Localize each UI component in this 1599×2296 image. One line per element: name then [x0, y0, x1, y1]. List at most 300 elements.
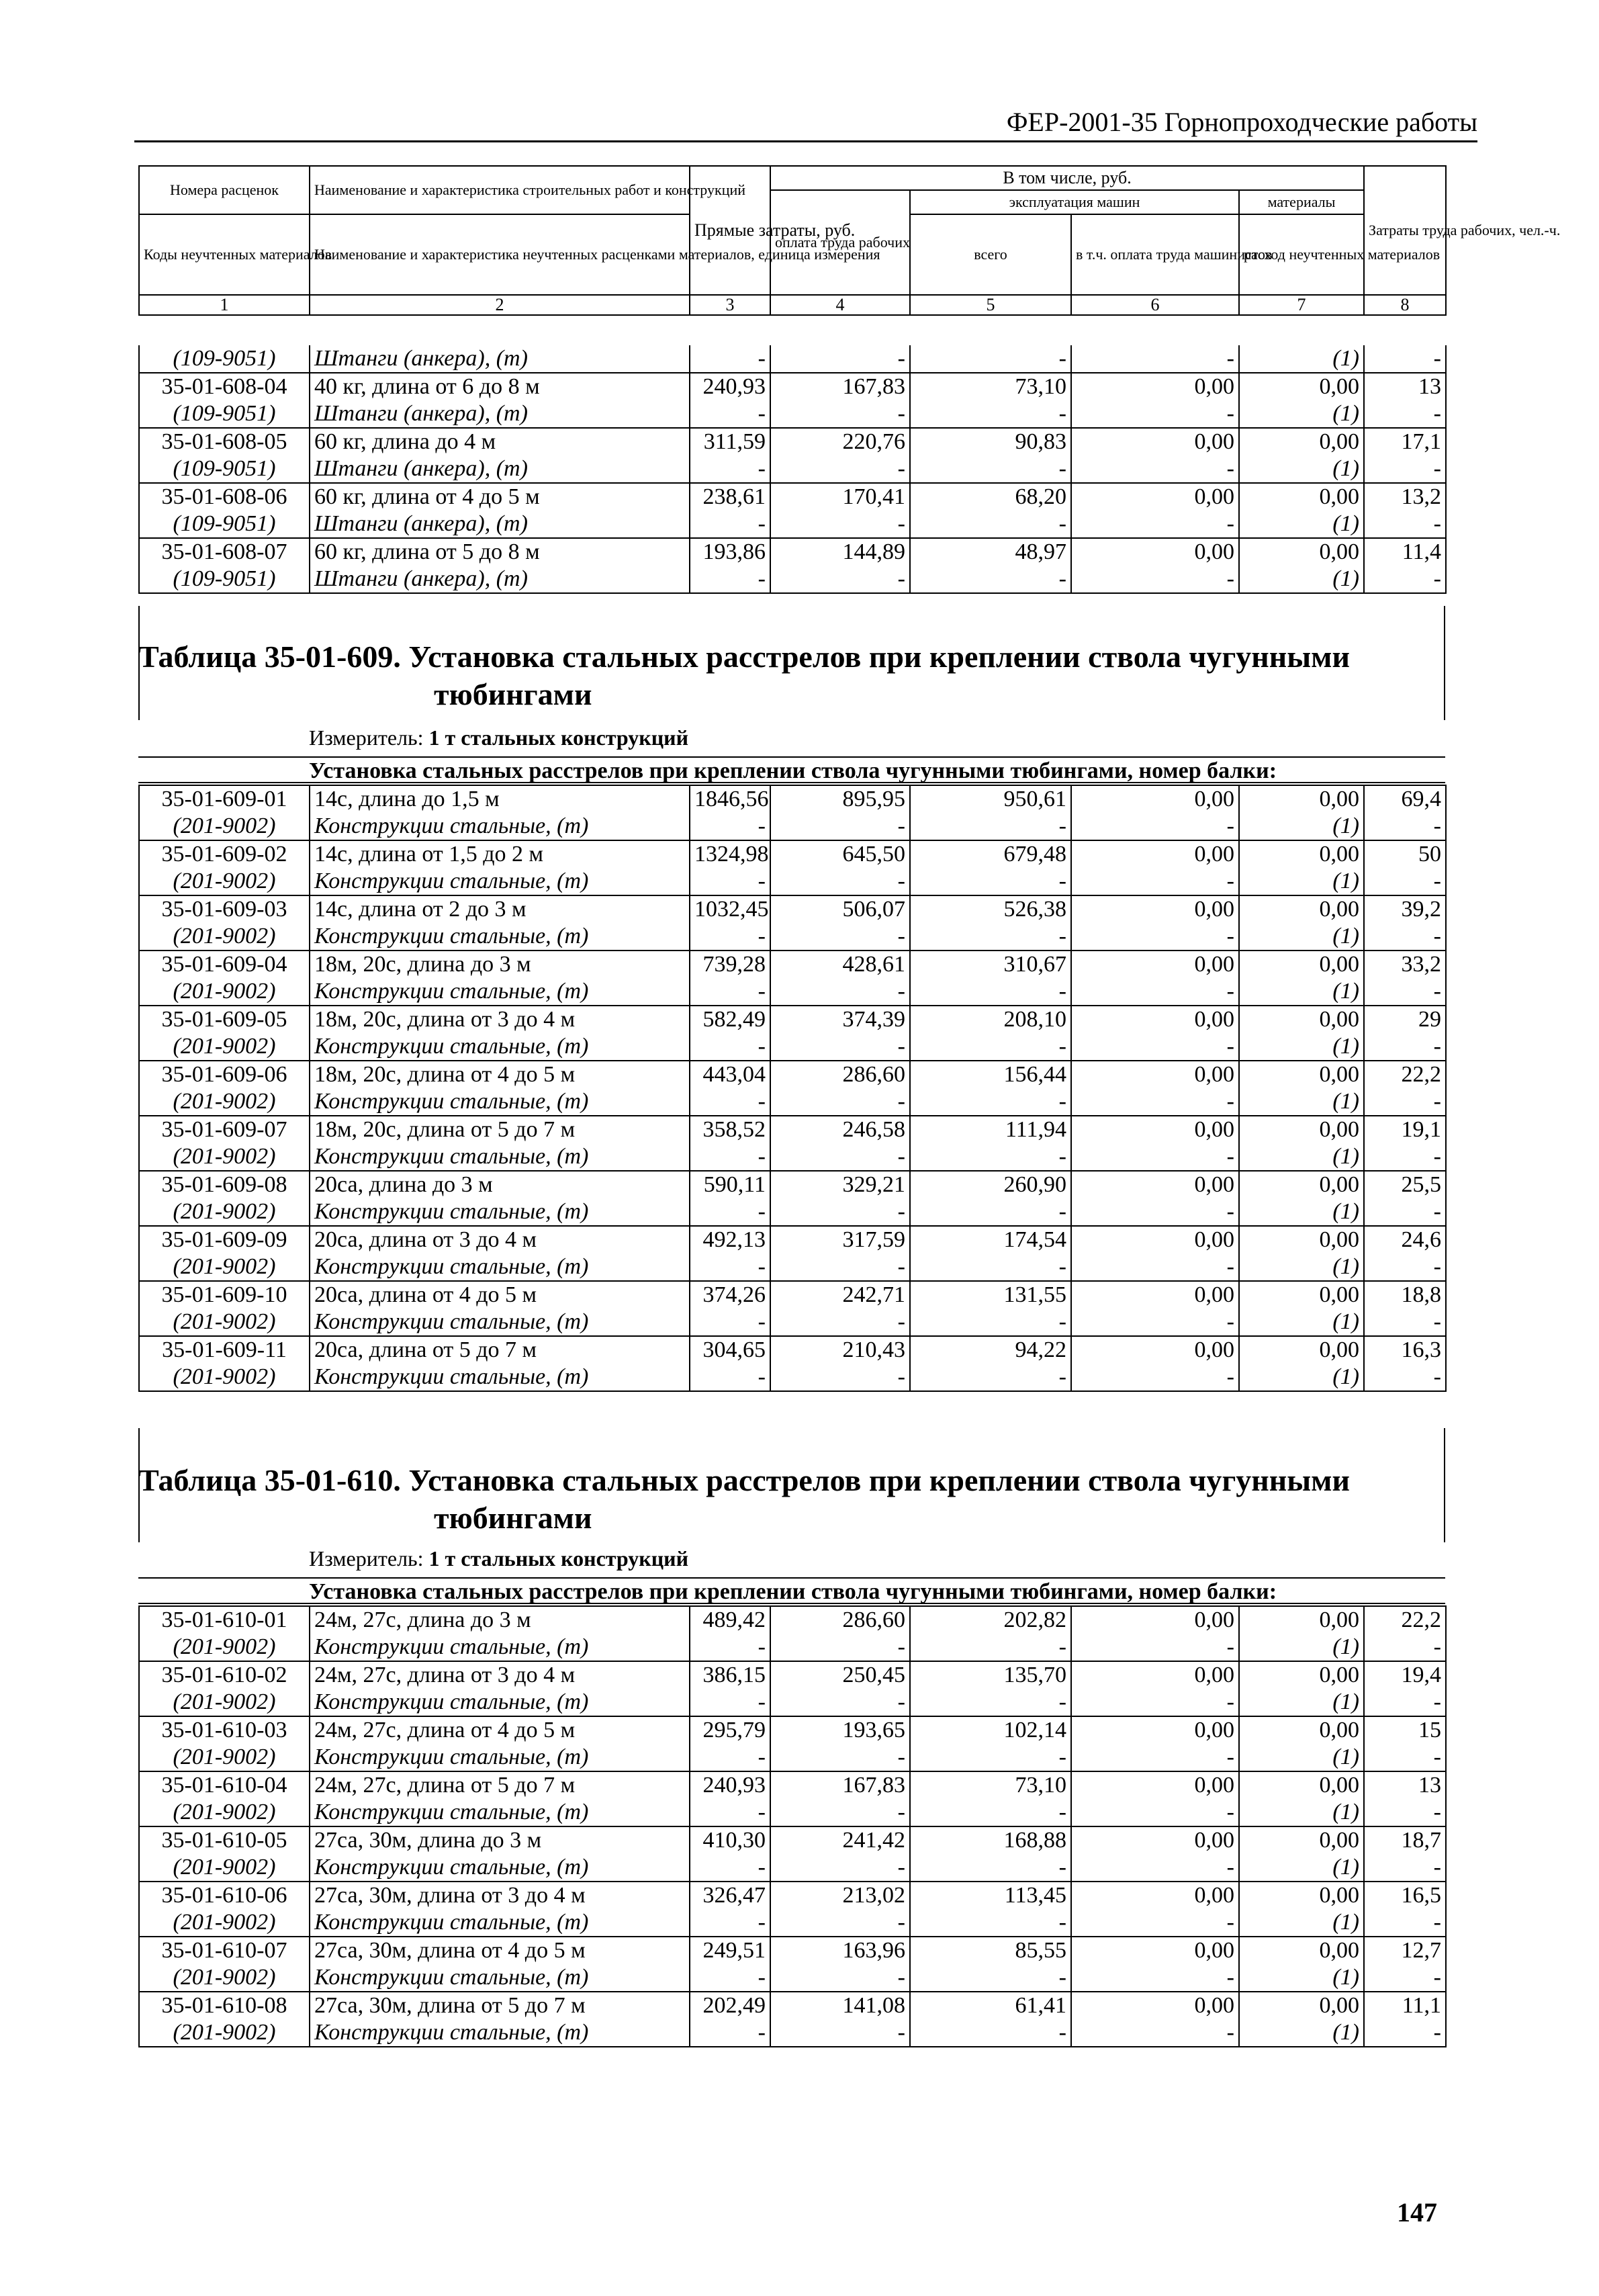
value-cell: -	[770, 923, 910, 951]
value-cell: 645,50	[770, 840, 910, 868]
value-cell: -	[910, 1253, 1071, 1281]
value-cell: -	[770, 566, 910, 593]
rate-row	[139, 373, 1446, 400]
rate-row	[139, 1226, 1446, 1253]
value-cell: 0,00	[1239, 785, 1364, 813]
material-code: (201-9002)	[139, 1364, 310, 1391]
value-cell: 260,90	[910, 1171, 1071, 1198]
material-row	[139, 566, 1446, 593]
value-cell: 0,00	[1071, 1061, 1239, 1088]
value-cell: -	[910, 1744, 1071, 1771]
value-cell: 0,00	[1239, 1882, 1364, 1909]
value-cell: -	[1364, 978, 1446, 1006]
material-row	[139, 1364, 1446, 1391]
value-cell: -	[1071, 511, 1239, 538]
material-name: Конструкции стальные, (т)	[310, 1964, 690, 1992]
value-cell: 679,48	[910, 840, 1071, 868]
value-cell: -	[1071, 1364, 1239, 1391]
rate-code: 35-01-610-07	[139, 1937, 310, 1964]
value-cell: 374,26	[690, 1281, 770, 1309]
column-number-row: 1 2 3 4 5 6 7 8	[139, 295, 1446, 315]
value-cell: 15	[1364, 1716, 1446, 1744]
value-cell: 0,00	[1071, 1992, 1239, 2019]
value-cell: -	[1071, 1253, 1239, 1281]
value-cell: 0,00	[1071, 1281, 1239, 1309]
rate-row	[139, 1281, 1446, 1309]
work-name: 18м, 20с, длина до 3 м	[310, 951, 690, 978]
value-cell: 489,42	[690, 1606, 770, 1634]
material-row	[139, 2019, 1446, 2047]
value-cell: 170,41	[770, 483, 910, 511]
value-cell: -	[1071, 1799, 1239, 1826]
value-cell: 16,3	[1364, 1336, 1446, 1364]
value-cell: (1)	[1239, 1033, 1364, 1061]
value-cell: (1)	[1239, 978, 1364, 1006]
value-cell: 0,00	[1239, 428, 1364, 455]
rate-code: 35-01-610-04	[139, 1771, 310, 1799]
value-cell: -	[1364, 1253, 1446, 1281]
material-row	[139, 978, 1446, 1006]
value-cell: 0,00	[1239, 1716, 1364, 1744]
value-cell: -	[770, 978, 910, 1006]
value-cell: -	[690, 1309, 770, 1336]
material-name: Штанги (анкера), (т)	[310, 400, 690, 428]
value-cell: -	[770, 511, 910, 538]
table-610	[138, 1605, 1447, 2047]
value-cell: 111,94	[910, 1116, 1071, 1143]
value-cell: -	[910, 1364, 1071, 1391]
header-labor-costs: Затраты труда рабочих, чел.-ч.	[1364, 166, 1446, 295]
value-cell: -	[910, 1634, 1071, 1661]
value-cell: 0,00	[1239, 1006, 1364, 1033]
material-code: (109-9051)	[139, 455, 310, 483]
value-cell: -	[1364, 1143, 1446, 1171]
material-code: (201-9002)	[139, 1744, 310, 1771]
running-head: ФЕР-2001-35 Горнопроходческие работы	[134, 106, 1477, 142]
value-cell: 0,00	[1239, 1281, 1364, 1309]
value-cell: -	[1364, 813, 1446, 840]
value-cell: 11,1	[1364, 1992, 1446, 2019]
material-row	[139, 868, 1446, 895]
rate-code: 35-01-609-03	[139, 895, 310, 923]
value-cell: 0,00	[1071, 1937, 1239, 1964]
rate-code: 35-01-608-06	[139, 483, 310, 511]
value-cell: (1)	[1239, 1689, 1364, 1716]
value-cell: 242,71	[770, 1281, 910, 1309]
value-cell: -	[690, 511, 770, 538]
value-cell: 0,00	[1071, 951, 1239, 978]
rate-row	[139, 1006, 1446, 1033]
value-cell: -	[690, 345, 770, 373]
value-cell: 246,58	[770, 1116, 910, 1143]
material-row	[139, 1909, 1446, 1937]
value-cell: 0,00	[1239, 373, 1364, 400]
value-cell: -	[910, 923, 1071, 951]
table-609-title: Таблица 35-01-609. Установка стальных расстрелов при креплении ствола чугунными тюбингами	[138, 639, 1350, 711]
value-cell: (1)	[1239, 1143, 1364, 1171]
value-cell: 22,2	[1364, 1061, 1446, 1088]
value-cell: -	[1071, 978, 1239, 1006]
value-cell: 0,00	[1071, 785, 1239, 813]
header-machine-operation: эксплуатация машин	[910, 190, 1239, 214]
material-row	[139, 1964, 1446, 1992]
work-name: 14с, длина от 2 до 3 м	[310, 895, 690, 923]
table-609	[138, 785, 1447, 1392]
value-cell: -	[1364, 2019, 1446, 2047]
material-row	[139, 1198, 1446, 1226]
value-cell: -	[770, 868, 910, 895]
material-name: Конструкции стальные, (т)	[310, 2019, 690, 2047]
rate-code: 35-01-609-07	[139, 1116, 310, 1143]
value-cell: 310,67	[910, 951, 1071, 978]
header-materials: материалы	[1239, 190, 1364, 214]
value-cell: (1)	[1239, 868, 1364, 895]
value-cell: -	[1071, 400, 1239, 428]
value-cell: -	[1071, 1088, 1239, 1116]
value-cell: 69,4	[1364, 785, 1446, 813]
material-code: (201-9002)	[139, 1198, 310, 1226]
value-cell: 102,14	[910, 1716, 1071, 1744]
value-cell: (1)	[1239, 1253, 1364, 1281]
rate-code: 35-01-609-01	[139, 785, 310, 813]
value-cell: 213,02	[770, 1882, 910, 1909]
value-cell: -	[770, 1689, 910, 1716]
work-name: 60 кг, длина от 5 до 8 м	[310, 538, 690, 566]
value-cell: 0,00	[1239, 1116, 1364, 1143]
value-cell: 16,5	[1364, 1882, 1446, 1909]
material-name: Конструкции стальные, (т)	[310, 1744, 690, 1771]
material-row	[139, 400, 1446, 428]
work-name: 60 кг, длина до 4 м	[310, 428, 690, 455]
value-cell: 443,04	[690, 1061, 770, 1088]
material-row	[139, 1854, 1446, 1882]
value-cell: 141,08	[770, 1992, 910, 2019]
value-cell: -	[690, 923, 770, 951]
value-cell: -	[910, 2019, 1071, 2047]
value-cell: -	[910, 1854, 1071, 1882]
rate-row	[139, 1771, 1446, 1799]
material-name: Конструкции стальные, (т)	[310, 1143, 690, 1171]
rate-row	[139, 1937, 1446, 1964]
value-cell: 29	[1364, 1006, 1446, 1033]
value-cell: 0,00	[1071, 1606, 1239, 1634]
rate-code: 35-01-609-05	[139, 1006, 310, 1033]
value-cell: 167,83	[770, 1771, 910, 1799]
value-cell: 304,65	[690, 1336, 770, 1364]
value-cell: -	[910, 566, 1071, 593]
material-name: Конструкции стальные, (т)	[310, 1364, 690, 1391]
material-code: (201-9002)	[139, 1088, 310, 1116]
rate-code: 35-01-610-05	[139, 1826, 310, 1854]
value-cell: 94,22	[910, 1336, 1071, 1364]
value-cell: -	[770, 1854, 910, 1882]
material-code: (109-9051)	[139, 511, 310, 538]
value-cell: -	[770, 1033, 910, 1061]
value-cell: (1)	[1239, 400, 1364, 428]
value-cell: -	[1364, 1634, 1446, 1661]
value-cell: 1324,98	[690, 840, 770, 868]
rate-row	[139, 428, 1446, 455]
rate-row	[139, 1336, 1446, 1364]
material-row	[139, 1033, 1446, 1061]
work-name: 24м, 27с, длина от 5 до 7 м	[310, 1771, 690, 1799]
value-cell: 25,5	[1364, 1171, 1446, 1198]
value-cell: 68,20	[910, 483, 1071, 511]
value-cell: 33,2	[1364, 951, 1446, 978]
value-cell: 0,00	[1239, 1061, 1364, 1088]
value-cell: -	[1364, 1854, 1446, 1882]
value-cell: 0,00	[1071, 1171, 1239, 1198]
material-code: (201-9002)	[139, 2019, 310, 2047]
value-cell: -	[910, 1689, 1071, 1716]
value-cell: 0,00	[1071, 1006, 1239, 1033]
value-cell: -	[1364, 1033, 1446, 1061]
material-name: Конструкции стальные, (т)	[310, 1799, 690, 1826]
rate-row	[139, 1171, 1446, 1198]
value-cell: 144,89	[770, 538, 910, 566]
value-cell: -	[1071, 1309, 1239, 1336]
value-cell: -	[910, 978, 1071, 1006]
material-code: (201-9002)	[139, 1634, 310, 1661]
work-name: 18м, 20с, длина от 5 до 7 м	[310, 1116, 690, 1143]
value-cell: -	[1071, 566, 1239, 593]
table-610-title: Таблица 35-01-610. Установка стальных расстрелов при креплении ствола чугунными тюбингами	[138, 1463, 1350, 1535]
value-cell: -	[1071, 455, 1239, 483]
material-code: (201-9002)	[139, 923, 310, 951]
value-cell: 210,43	[770, 1336, 910, 1364]
value-cell: -	[770, 345, 910, 373]
value-cell: -	[690, 1143, 770, 1171]
value-cell: 73,10	[910, 1771, 1071, 1799]
value-cell: 311,59	[690, 428, 770, 455]
rate-code: 35-01-609-08	[139, 1171, 310, 1198]
work-name: 14с, длина от 1,5 до 2 м	[310, 840, 690, 868]
value-cell: -	[770, 1198, 910, 1226]
work-name: 20са, длина от 3 до 4 м	[310, 1226, 690, 1253]
material-name: Конструкции стальные, (т)	[310, 1634, 690, 1661]
value-cell: -	[690, 400, 770, 428]
header-direct-costs: Прямые затраты, руб.	[690, 166, 770, 295]
value-cell: 0,00	[1071, 1226, 1239, 1253]
material-row	[139, 1253, 1446, 1281]
value-cell: 329,21	[770, 1171, 910, 1198]
material-name: Конструкции стальные, (т)	[310, 1253, 690, 1281]
value-cell: -	[1071, 1964, 1239, 1992]
material-name: Конструкции стальные, (т)	[310, 868, 690, 895]
value-cell: 1846,56	[690, 785, 770, 813]
value-cell: -	[690, 1909, 770, 1937]
value-cell: 295,79	[690, 1716, 770, 1744]
value-cell: -	[690, 978, 770, 1006]
value-cell: -	[1364, 923, 1446, 951]
value-cell: -	[770, 813, 910, 840]
value-cell: -	[1071, 813, 1239, 840]
rate-code: 35-01-608-07	[139, 538, 310, 566]
rate-code: 35-01-609-11	[139, 1336, 310, 1364]
rate-code: 35-01-610-06	[139, 1882, 310, 1909]
work-name: 20са, длина от 5 до 7 м	[310, 1336, 690, 1364]
value-cell: 1032,45	[690, 895, 770, 923]
value-cell: 950,61	[910, 785, 1071, 813]
value-cell: -	[770, 400, 910, 428]
value-cell: 286,60	[770, 1061, 910, 1088]
value-cell: 167,83	[770, 373, 910, 400]
value-cell: 13	[1364, 1771, 1446, 1799]
table-610-subhead: Установка стальных расстрелов при креплении ствола чугунными тюбингами, номер балки:	[138, 1577, 1445, 1604]
value-cell: 18,8	[1364, 1281, 1446, 1309]
value-cell: -	[690, 1854, 770, 1882]
material-row	[139, 1309, 1446, 1336]
value-cell: 0,00	[1239, 1606, 1364, 1634]
material-name: Конструкции стальные, (т)	[310, 1909, 690, 1937]
value-cell: -	[690, 1198, 770, 1226]
value-cell: 428,61	[770, 951, 910, 978]
value-cell: 0,00	[1239, 1937, 1364, 1964]
work-name: 40 кг, длина от 6 до 8 м	[310, 373, 690, 400]
value-cell: 326,47	[690, 1882, 770, 1909]
value-cell: -	[910, 1799, 1071, 1826]
value-cell: -	[770, 455, 910, 483]
value-cell: -	[770, 1634, 910, 1661]
value-cell: -	[770, 1964, 910, 1992]
value-cell: 113,45	[910, 1882, 1071, 1909]
value-cell: 156,44	[910, 1061, 1071, 1088]
value-cell: -	[910, 1033, 1071, 1061]
value-cell: -	[770, 1253, 910, 1281]
material-name: Конструкции стальные, (т)	[310, 1689, 690, 1716]
value-cell: (1)	[1239, 1854, 1364, 1882]
value-cell: 73,10	[910, 373, 1071, 400]
value-cell: 0,00	[1071, 1336, 1239, 1364]
value-cell: 0,00	[1071, 1116, 1239, 1143]
material-code: (201-9002)	[139, 1909, 310, 1937]
value-cell: -	[690, 1253, 770, 1281]
material-code: (201-9002)	[139, 1799, 310, 1826]
value-cell: 0,00	[1239, 1336, 1364, 1364]
value-cell: -	[690, 2019, 770, 2047]
rate-row	[139, 1661, 1446, 1689]
value-cell: -	[770, 2019, 910, 2047]
header-material-codes: Коды неучтенных материалов	[139, 214, 310, 295]
value-cell: 0,00	[1071, 840, 1239, 868]
material-code: (201-9002)	[139, 1033, 310, 1061]
rate-code: 35-01-609-02	[139, 840, 310, 868]
rate-row	[139, 1826, 1446, 1854]
value-cell: -	[1071, 1198, 1239, 1226]
value-cell: -	[770, 1364, 910, 1391]
header-worker-pay: оплата труда рабочих	[770, 190, 910, 295]
material-name: Конструкции стальные, (т)	[310, 1088, 690, 1116]
value-cell: -	[1071, 1143, 1239, 1171]
material-code: (201-9002)	[139, 1964, 310, 1992]
value-cell: -	[910, 400, 1071, 428]
value-cell: 168,88	[910, 1826, 1071, 1854]
value-cell: 61,41	[910, 1992, 1071, 2019]
value-cell: 0,00	[1071, 1771, 1239, 1799]
rate-code: 35-01-610-01	[139, 1606, 310, 1634]
value-cell: 0,00	[1071, 1882, 1239, 1909]
material-name: Конструкции стальные, (т)	[310, 1033, 690, 1061]
value-cell: -	[910, 1309, 1071, 1336]
value-cell: 50	[1364, 840, 1446, 868]
value-cell: -	[690, 1634, 770, 1661]
value-cell: -	[690, 813, 770, 840]
value-cell: 193,65	[770, 1716, 910, 1744]
material-name: Штанги (анкера), (т)	[310, 566, 690, 593]
rate-row	[139, 1992, 1446, 2019]
value-cell: 238,61	[690, 483, 770, 511]
value-cell: 0,00	[1071, 1661, 1239, 1689]
value-cell: (1)	[1239, 1088, 1364, 1116]
value-cell: (1)	[1239, 923, 1364, 951]
value-cell: -	[1071, 1689, 1239, 1716]
value-cell: 0,00	[1239, 895, 1364, 923]
work-name: 27са, 30м, длина от 4 до 5 м	[310, 1937, 690, 1964]
value-cell: -	[1364, 868, 1446, 895]
material-code: (109-9051)	[139, 400, 310, 428]
header-operator-pay: в т.ч. оплата труда машинистов	[1071, 214, 1239, 295]
value-cell: 0,00	[1239, 1171, 1364, 1198]
material-name: Штанги (анкера), (т)	[310, 345, 690, 373]
value-cell: -	[1364, 345, 1446, 373]
value-cell: 286,60	[770, 1606, 910, 1634]
work-name: 27са, 30м, длина от 3 до 4 м	[310, 1882, 690, 1909]
table-610-measure: Измеритель: 1 т стальных конструкций	[309, 1546, 689, 1571]
value-cell: 526,38	[910, 895, 1071, 923]
material-name: Конструкции стальные, (т)	[310, 813, 690, 840]
material-row	[139, 511, 1446, 538]
value-cell: -	[1364, 1364, 1446, 1391]
value-cell: 0,00	[1239, 1826, 1364, 1854]
work-name: 18м, 20с, длина от 3 до 4 м	[310, 1006, 690, 1033]
value-cell: -	[770, 1799, 910, 1826]
value-cell: 0,00	[1071, 895, 1239, 923]
header-work-name: Наименование и характеристика строительных работ и конструкций	[310, 166, 690, 214]
value-cell: 317,59	[770, 1226, 910, 1253]
value-cell: -	[690, 1964, 770, 1992]
value-cell: 193,86	[690, 538, 770, 566]
rate-code: 35-01-608-05	[139, 428, 310, 455]
value-cell: 0,00	[1071, 1716, 1239, 1744]
value-cell: (1)	[1239, 2019, 1364, 2047]
header-machines-total: всего	[910, 214, 1071, 295]
value-cell: 492,13	[690, 1226, 770, 1253]
value-cell: 13,2	[1364, 483, 1446, 511]
material-code: (201-9002)	[139, 1854, 310, 1882]
value-cell: 24,6	[1364, 1226, 1446, 1253]
value-cell: (1)	[1239, 1198, 1364, 1226]
value-cell: 17,1	[1364, 428, 1446, 455]
header-material-name: Наименование и характеристика неучтенных расценками материалов, единица измерения	[310, 214, 690, 295]
value-cell: 250,45	[770, 1661, 910, 1689]
page-number: 147	[1397, 2197, 1437, 2227]
material-code: (201-9002)	[139, 1253, 310, 1281]
rate-row	[139, 951, 1446, 978]
value-cell: 249,51	[690, 1937, 770, 1964]
rate-code: 35-01-609-04	[139, 951, 310, 978]
value-cell: (1)	[1239, 1744, 1364, 1771]
value-cell: 0,00	[1239, 483, 1364, 511]
value-cell: 202,82	[910, 1606, 1071, 1634]
value-cell: -	[910, 868, 1071, 895]
value-cell: 48,97	[910, 538, 1071, 566]
material-code: (201-9002)	[139, 978, 310, 1006]
value-cell: -	[690, 1689, 770, 1716]
value-cell: 13	[1364, 373, 1446, 400]
value-cell: -	[690, 1088, 770, 1116]
work-name: 27са, 30м, длина до 3 м	[310, 1826, 690, 1854]
value-cell: -	[910, 345, 1071, 373]
